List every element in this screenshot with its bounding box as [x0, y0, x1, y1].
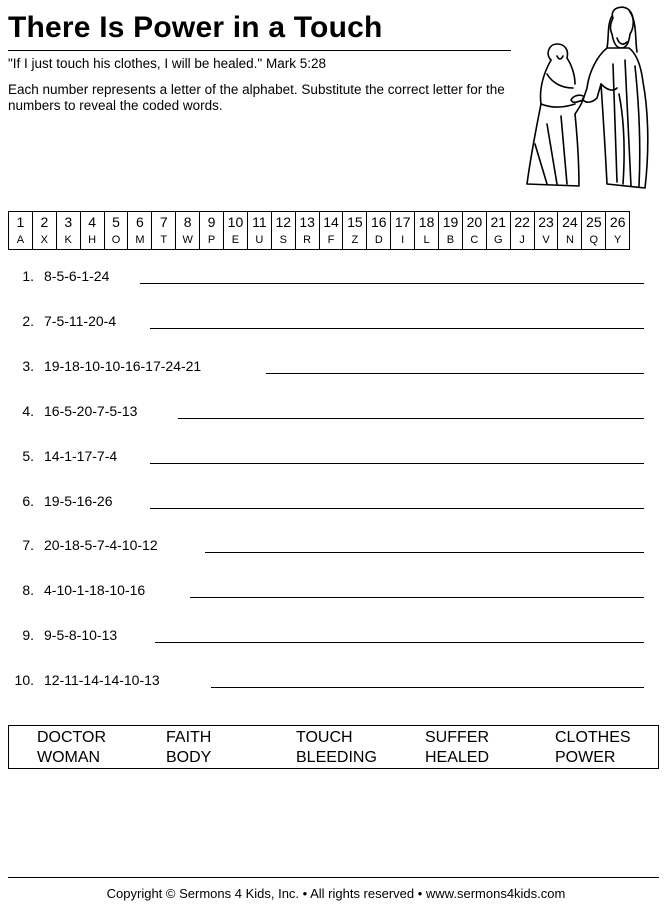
puzzle-row [8, 670, 648, 692]
key-letter-cell: Q [582, 232, 606, 250]
answer-line[interactable] [211, 687, 644, 688]
answer-line[interactable] [190, 597, 644, 598]
word-bank-word: BLEEDING [296, 749, 377, 766]
puzzle-number: 10. [14, 672, 34, 689]
key-number-cell: 17 [391, 212, 415, 232]
answer-line[interactable] [205, 552, 644, 553]
key-number-cell: 13 [295, 212, 319, 232]
puzzle-row [8, 580, 648, 602]
page-title: There Is Power in a Touch [8, 11, 383, 44]
key-number-cell: 5 [104, 212, 128, 232]
key-number-cell: 7 [152, 212, 176, 232]
word-bank-word: HEALED [425, 749, 490, 766]
puzzle-code: 8-5-6-1-24 [44, 268, 110, 284]
key-number-cell: 3 [56, 212, 80, 232]
key-letter-cell: T [152, 232, 176, 250]
key-number-cell: 9 [200, 212, 224, 232]
puzzle-code: 16-5-20-7-5-13 [44, 402, 138, 419]
answer-line[interactable] [178, 418, 644, 419]
puzzle-number: 4. [22, 402, 34, 419]
key-letter-cell: F [319, 232, 343, 250]
jesus-woman-illustration [517, 4, 663, 192]
key-letter-cell: M [128, 232, 152, 250]
key-number-cell: 21 [486, 212, 510, 232]
word-bank [8, 725, 659, 769]
key-letter-cell: H [80, 232, 104, 250]
key-letter-cell: K [56, 232, 80, 250]
word-bank-word: POWER [555, 749, 616, 766]
key-number-cell: 26 [606, 212, 630, 232]
word-bank-word: CLOTHES [555, 729, 631, 746]
puzzle-number: 6. [22, 492, 34, 509]
key-letter-cell: C [462, 232, 486, 250]
key-number-cell: 4 [80, 212, 104, 232]
footer-divider [8, 877, 659, 878]
key-letter-cell: U [247, 232, 271, 250]
key-number-cell: 25 [582, 212, 606, 232]
key-number-cell: 24 [558, 212, 582, 232]
key-number-cell: 10 [224, 212, 248, 232]
puzzle-row [8, 266, 648, 288]
word-bank-word: FAITH [166, 729, 212, 746]
key-number-cell: 18 [415, 212, 439, 232]
key-number-cell: 8 [176, 212, 200, 232]
word-bank-word: BODY [166, 749, 212, 766]
key-letter-cell: N [558, 232, 582, 250]
key-letter-cell: Y [606, 232, 630, 250]
puzzle-code: 20-18-5-7-4-10-12 [44, 537, 158, 554]
key-letter-cell: B [439, 232, 463, 250]
key-letter-cell: P [200, 232, 224, 250]
bible-verse: "If I just touch his clothes, I will be healed." Mark 5:28 [8, 56, 326, 71]
puzzle-code: 19-5-16-26 [44, 492, 113, 509]
word-bank-word: TOUCH [296, 729, 353, 746]
key-letter-cell: S [271, 232, 295, 250]
key-number-cell: 1 [9, 212, 33, 232]
puzzle-row [8, 491, 648, 513]
puzzle-row [8, 625, 648, 647]
key-number-cell: 6 [128, 212, 152, 232]
puzzle-code: 7-5-11-20-4 [44, 312, 117, 329]
key-number-cell: 12 [271, 212, 295, 232]
puzzle-number: 7. [22, 537, 34, 554]
key-number-cell: 22 [510, 212, 534, 232]
puzzle-code: 4-10-1-18-10-16 [44, 582, 146, 599]
key-letter-cell: R [295, 232, 319, 250]
key-letter-cell: W [176, 232, 200, 250]
word-bank-word: SUFFER [425, 729, 489, 746]
key-number-cell: 23 [534, 212, 558, 232]
puzzle-number: 5. [22, 447, 34, 464]
puzzle-number: 2. [22, 312, 34, 329]
puzzle-row [8, 311, 648, 333]
title-divider [8, 50, 511, 51]
key-letter-cell: O [104, 232, 128, 250]
key-number-cell: 11 [247, 212, 271, 232]
key-letter-cell: E [224, 232, 248, 250]
key-letter-cell: A [9, 232, 33, 250]
footer-copyright: Copyright © Sermons 4 Kids, Inc. • All rights reserved • www.sermons4kids.com [106, 886, 566, 901]
puzzle-number: 9. [22, 627, 34, 644]
answer-line[interactable] [150, 463, 644, 464]
answer-line[interactable] [140, 283, 644, 284]
key-number-cell: 2 [32, 212, 56, 232]
cipher-key-table [8, 211, 630, 250]
puzzle-number: 3. [22, 357, 34, 374]
key-number-cell: 16 [367, 212, 391, 232]
key-number-cell: 20 [462, 212, 486, 232]
key-number-cell: 15 [343, 212, 367, 232]
puzzle-code: 14-1-17-7-4 [44, 447, 118, 464]
key-number-row [9, 212, 630, 232]
answer-line[interactable] [155, 642, 644, 643]
key-number-cell: 19 [439, 212, 463, 232]
puzzle-row [8, 401, 648, 423]
key-letter-row [9, 232, 630, 250]
word-bank-word: WOMAN [37, 749, 101, 766]
key-letter-cell: Z [343, 232, 367, 250]
puzzle-row [8, 446, 648, 468]
key-letter-cell: I [391, 232, 415, 250]
puzzle-code: 19-18-10-10-16-17-24-21 [44, 357, 202, 374]
key-number-cell: 14 [319, 212, 343, 232]
puzzle-number: 8. [22, 582, 34, 599]
puzzle-number: 1. [22, 268, 34, 284]
key-letter-cell: L [415, 232, 439, 250]
key-letter-cell: G [486, 232, 510, 250]
key-letter-cell: D [367, 232, 391, 250]
puzzle-code: 12-11-14-14-10-13 [44, 672, 160, 689]
key-letter-cell: V [534, 232, 558, 250]
word-bank-word: DOCTOR [37, 729, 107, 746]
puzzle-row [8, 535, 648, 557]
answer-line[interactable] [150, 328, 644, 329]
answer-line[interactable] [150, 508, 644, 509]
key-letter-cell: X [32, 232, 56, 250]
puzzle-row [8, 356, 648, 378]
instructions: Each number represents a letter of the alphabet. Substitute the correct letter for the numbers to reveal the coded words. [8, 82, 505, 113]
answer-line[interactable] [266, 373, 644, 374]
key-letter-cell: J [510, 232, 534, 250]
puzzle-code: 9-5-8-10-13 [44, 627, 118, 644]
